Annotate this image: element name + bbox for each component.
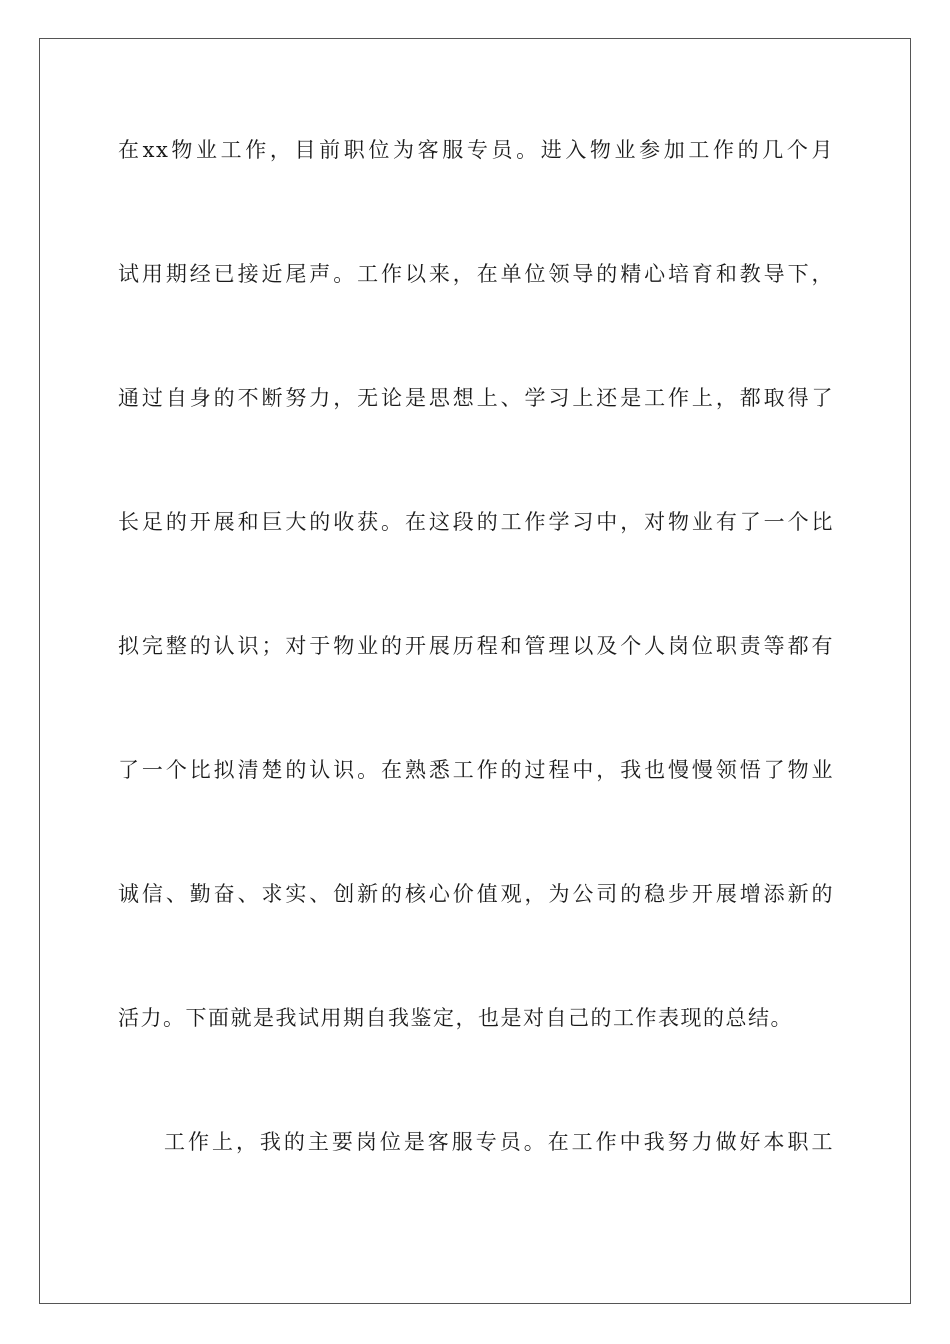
paragraph-line-1: 在xx物业工作，目前职位为客服专员。进入物业参加工作的几个月 — [118, 138, 834, 162]
paragraph-line-5: 拟完整的认识；对于物业的开展历程和管理以及个人岗位职责等都有 — [118, 634, 834, 658]
paragraph-line-6: 了一个比拟清楚的认识。在熟悉工作的过程中，我也慢慢领悟了物业 — [118, 758, 834, 782]
paragraph-line-4: 长足的开展和巨大的收获。在这段的工作学习中，对物业有了一个比 — [118, 510, 834, 534]
paragraph-line-2: 试用期经已接近尾声。工作以来，在单位领导的精心培育和教导下， — [118, 262, 834, 286]
paragraph-line-9: 工作上，我的主要岗位是客服专员。在工作中我努力做好本职工 — [164, 1130, 834, 1154]
document-body — [118, 130, 834, 1246]
paragraph-line-8: 活力。下面就是我试用期自我鉴定，也是对自己的工作表现的总结。 — [118, 1006, 793, 1030]
paragraph-line-3: 通过自身的不断努力，无论是思想上、学习上还是工作上，都取得了 — [118, 386, 834, 410]
paragraph-line-7: 诚信、勤奋、求实、创新的核心价值观，为公司的稳步开展增添新的 — [118, 882, 834, 906]
